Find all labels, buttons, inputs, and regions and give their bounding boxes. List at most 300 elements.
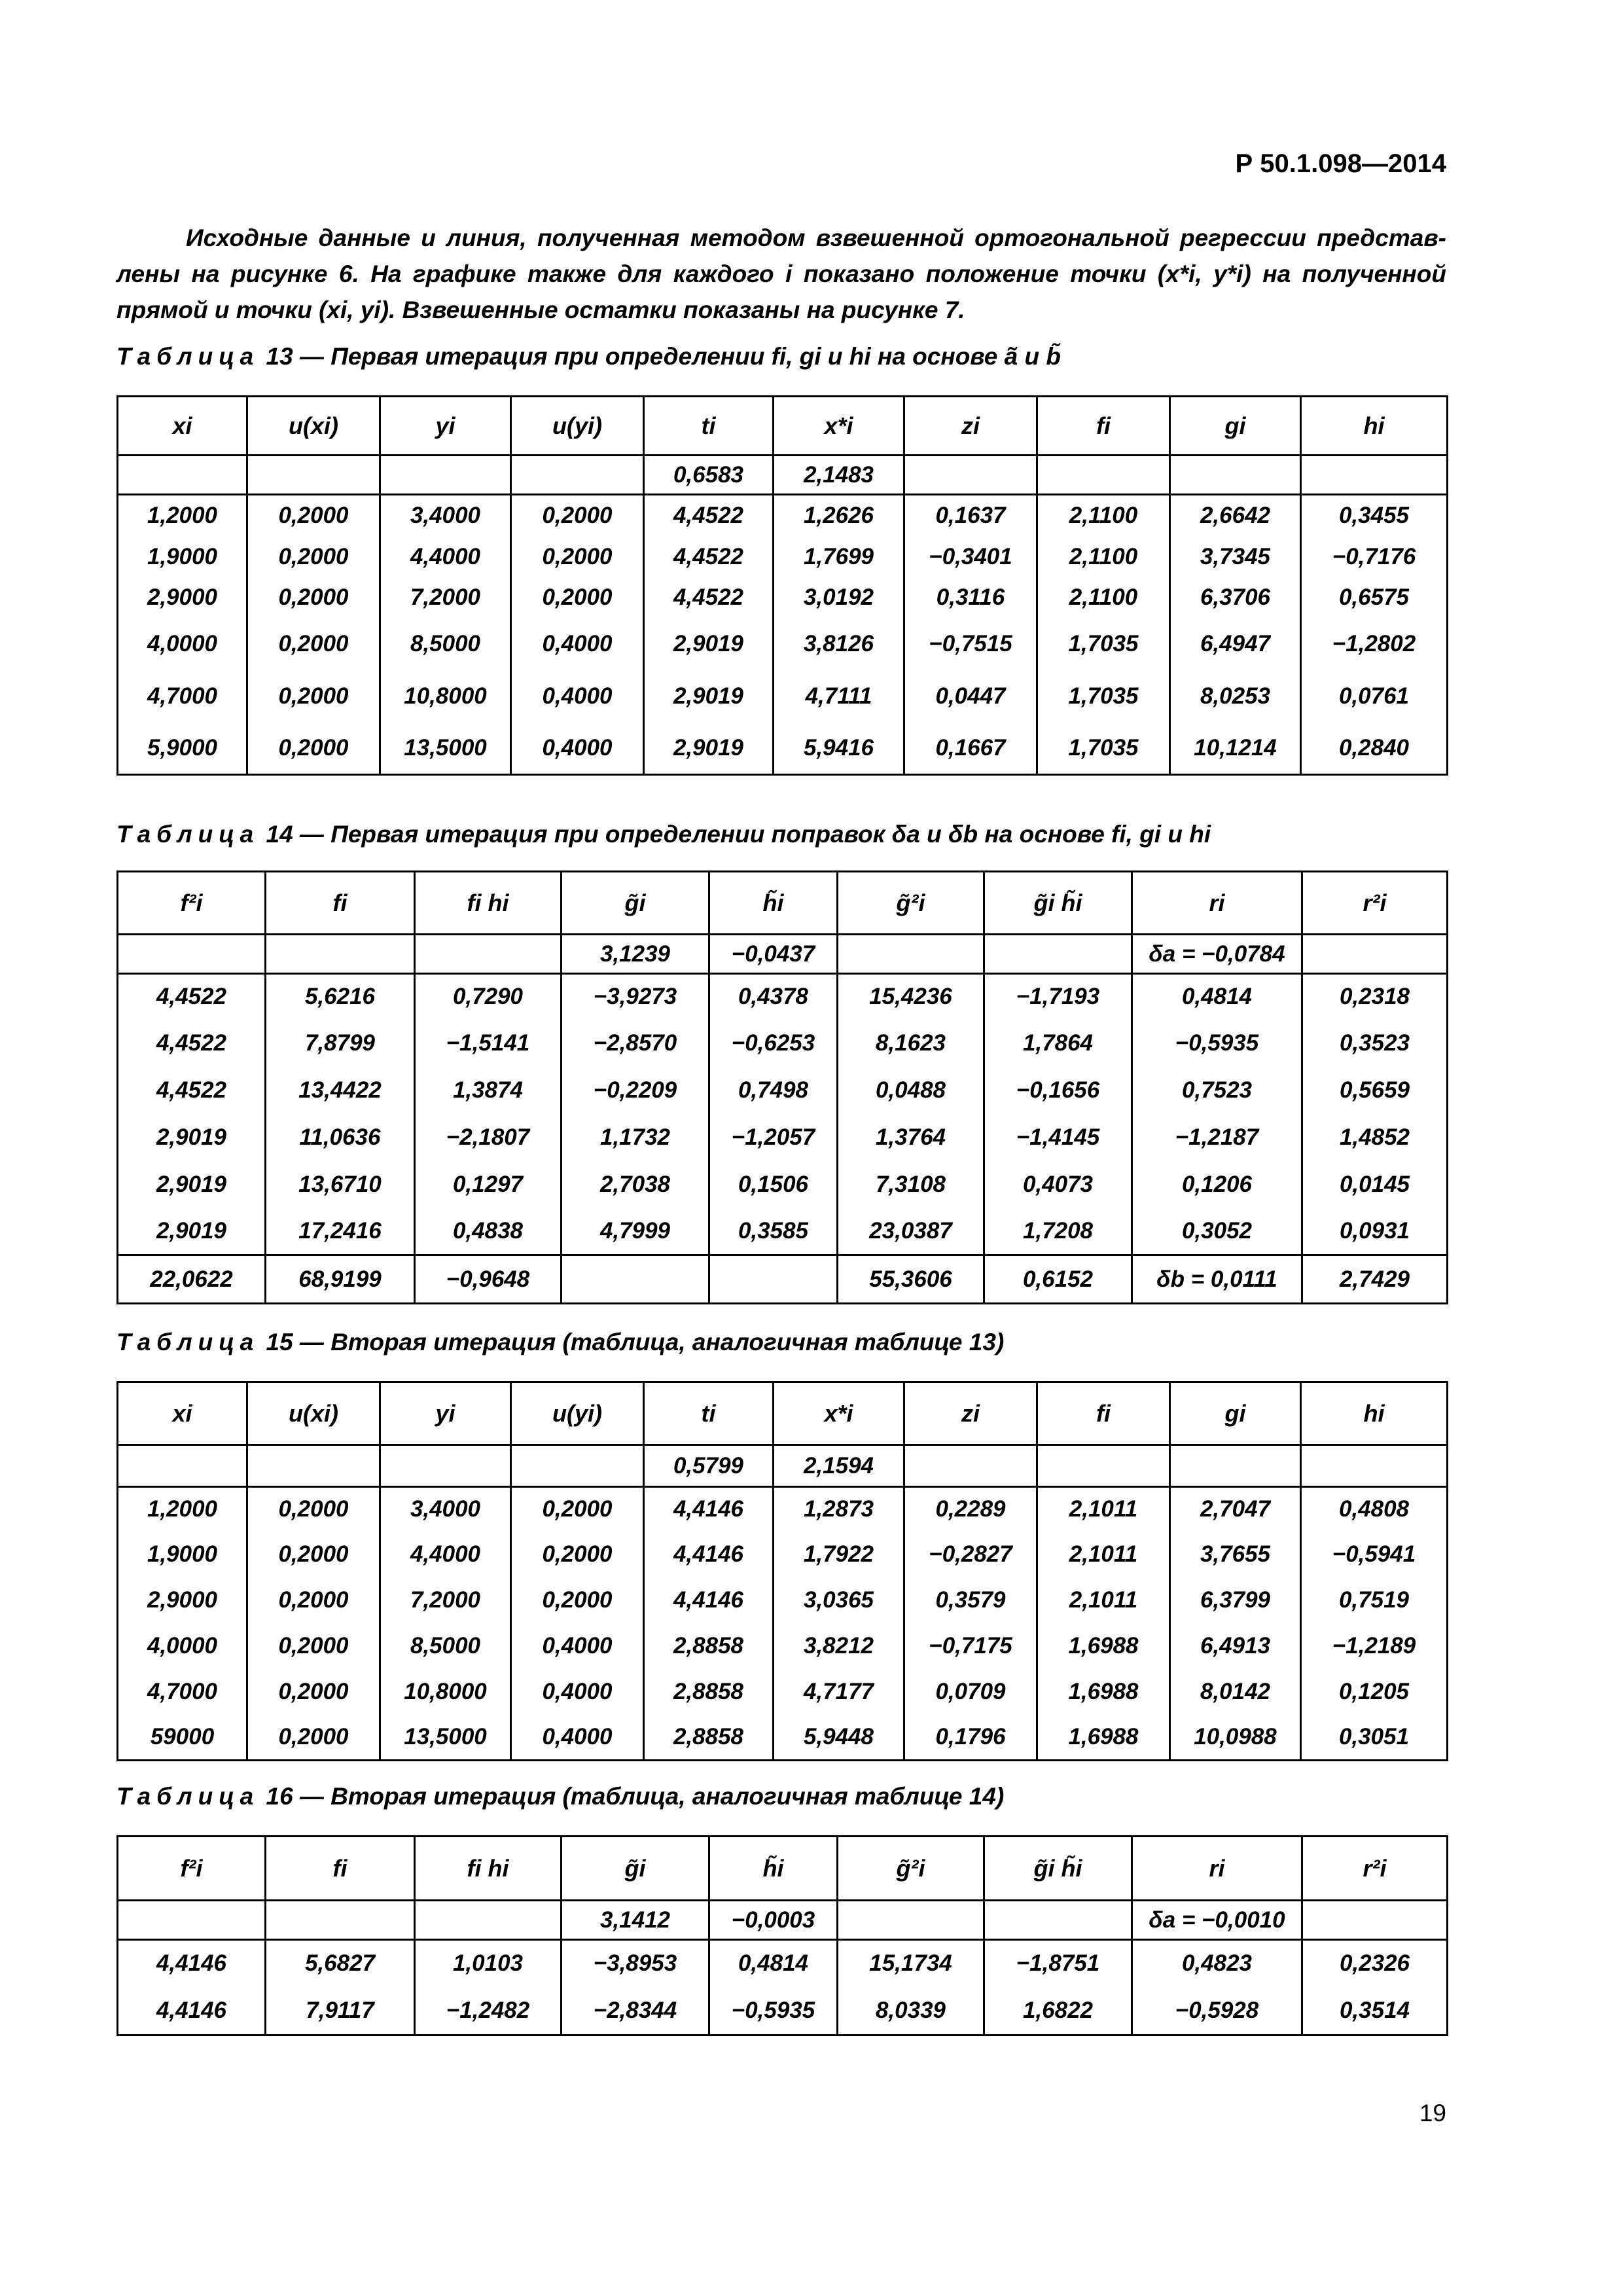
table-16 (116, 1835, 1448, 2036)
column-header: gi (1170, 397, 1301, 456)
column-header: g̃i h̃i (984, 872, 1132, 935)
table-cell: 0,3455 (1301, 495, 1448, 537)
table-cell: 0,0761 (1301, 670, 1448, 723)
table-cell: 3,1239 (562, 935, 709, 974)
table-total-cell (709, 1255, 838, 1304)
column-header: fi hi (415, 872, 562, 935)
table-cell (1037, 456, 1170, 495)
table-cell (838, 935, 984, 974)
table-cell: 2,9000 (118, 1577, 247, 1623)
column-header: zi (904, 397, 1037, 456)
table-cell: −0,0003 (709, 1901, 838, 1940)
table-cell: 7,2000 (380, 577, 511, 618)
table-cell: 4,4000 (380, 537, 511, 577)
table-cell: 1,2626 (774, 495, 904, 537)
table-cell (904, 1445, 1037, 1487)
table-cell: 0,3116 (904, 577, 1037, 618)
table-label: Таблица (116, 343, 260, 370)
column-header: u(xi) (247, 397, 380, 456)
table-cell: 0,2000 (511, 1487, 644, 1532)
table-cell (1170, 1445, 1301, 1487)
table-cell: 0,4073 (984, 1161, 1132, 1208)
table-caption-text: 13 — Первая итерация при определении fi, gi и hi на основе ã и b̃ (266, 343, 1061, 370)
table-cell: 0,2000 (247, 1715, 380, 1761)
table-cell: 0,4378 (709, 974, 838, 1020)
table-cell: 5,9000 (118, 723, 247, 775)
table-label: Таблица (116, 1329, 260, 1355)
table-cell: 2,1100 (1037, 577, 1170, 618)
table-cell: 8,5000 (380, 618, 511, 670)
table-cell: 17,2416 (266, 1208, 415, 1255)
table-cell: 0,2000 (511, 1532, 644, 1577)
table-cell (266, 1901, 415, 1940)
table-row (118, 974, 1448, 1020)
intro-paragraph (116, 220, 1446, 328)
table-cell: 4,4522 (644, 577, 774, 618)
column-header: r²i (1302, 1837, 1448, 1901)
table-cell: 0,1637 (904, 495, 1037, 537)
column-header: x*i (774, 397, 904, 456)
table-cell: δa = −0,0010 (1132, 1901, 1302, 1940)
table-cell: 0,2000 (247, 670, 380, 723)
table-cell: 3,8126 (774, 618, 904, 670)
column-header: g̃i (562, 872, 709, 935)
table-total-cell: 2,7429 (1302, 1255, 1448, 1304)
table-cell: −3,9273 (562, 974, 709, 1020)
table-cell: −1,8751 (984, 1940, 1132, 1987)
table-cell (118, 456, 247, 495)
table-cell: −0,5935 (1132, 1020, 1302, 1067)
table-cell: 0,4808 (1301, 1487, 1448, 1532)
table-cell: 8,0253 (1170, 670, 1301, 723)
table-cell: 1,7208 (984, 1208, 1132, 1255)
table-cell: −2,1807 (415, 1114, 562, 1161)
column-header: g̃i h̃i (984, 1837, 1132, 1901)
table-cell: 3,4000 (380, 495, 511, 537)
table-cell: 0,3585 (709, 1208, 838, 1255)
table-cell: 0,0488 (838, 1067, 984, 1114)
column-header: g̃²i (838, 1837, 984, 1901)
table-cell: 2,1100 (1037, 495, 1170, 537)
table-total-cell: −0,9648 (415, 1255, 562, 1304)
column-header: fi hi (415, 1837, 562, 1901)
table-cell: 0,3051 (1301, 1715, 1448, 1761)
table-total-cell: 0,6152 (984, 1255, 1132, 1304)
column-header: f²i (118, 872, 266, 935)
table-cell: 0,4000 (511, 1623, 644, 1669)
table-cell: 1,3764 (838, 1114, 984, 1161)
column-header: ti (644, 397, 774, 456)
table-cell (1301, 456, 1448, 495)
column-header: yi (380, 1382, 511, 1445)
table-cell: 0,4000 (511, 1715, 644, 1761)
table-cell (415, 1901, 562, 1940)
table-cell: 5,9416 (774, 723, 904, 775)
table-cell: 15,4236 (838, 974, 984, 1020)
table-cell: 10,0988 (1170, 1715, 1301, 1761)
table-row (118, 1669, 1448, 1715)
table-cell: −0,6253 (709, 1020, 838, 1067)
table-cell: 6,4913 (1170, 1623, 1301, 1669)
table-14 (116, 870, 1448, 1304)
table-cell: 0,2000 (247, 577, 380, 618)
table-cell: 0,6575 (1301, 577, 1448, 618)
table-row (118, 618, 1448, 670)
table-cell: 4,4146 (644, 1487, 774, 1532)
table-cell: 0,4823 (1132, 1940, 1302, 1987)
column-header: ri (1132, 872, 1302, 935)
table-cell: 4,7000 (118, 1669, 247, 1715)
table-cell (838, 1901, 984, 1940)
table-cell: 2,9019 (644, 670, 774, 723)
table-cell: 1,7035 (1037, 670, 1170, 723)
table-cell: −0,1656 (984, 1067, 1132, 1114)
document-code: Р 50.1.098—2014 (1235, 149, 1446, 178)
table-row (118, 670, 1448, 723)
table-cell: 0,7498 (709, 1067, 838, 1114)
column-header: xi (118, 1382, 247, 1445)
table-cell: 0,2326 (1302, 1940, 1448, 1987)
table-cell: 1,2000 (118, 495, 247, 537)
table-cell: 2,8858 (644, 1623, 774, 1669)
table-cell: 1,7864 (984, 1020, 1132, 1067)
table-cell: 2,9019 (118, 1114, 266, 1161)
table-cell: 8,0142 (1170, 1669, 1301, 1715)
table-cell (1302, 935, 1448, 974)
table-cell: 7,9117 (266, 1987, 415, 2036)
table-cell: 1,0103 (415, 1940, 562, 1987)
column-header: u(yi) (511, 1382, 644, 1445)
table-15-caption (116, 1329, 1452, 1356)
table-cell: 7,3108 (838, 1161, 984, 1208)
table-cell: 10,1214 (1170, 723, 1301, 775)
table-cell: 3,7655 (1170, 1532, 1301, 1577)
table-cell: 4,4146 (644, 1577, 774, 1623)
table-cell: 0,2000 (247, 1532, 380, 1577)
intro-line-3: прямой и точки (xi, yi). Взвешенные остатки показаны на рисунке 7. (116, 296, 965, 323)
table-cell: 2,7038 (562, 1161, 709, 1208)
table-row (118, 1067, 1448, 1114)
table-row (118, 1901, 1448, 1940)
table-cell: 2,9000 (118, 577, 247, 618)
table-cell: 5,6827 (266, 1940, 415, 1987)
table-label: Таблица (116, 1783, 260, 1810)
table-cell: 0,2318 (1302, 974, 1448, 1020)
column-header: u(xi) (247, 1382, 380, 1445)
table-cell: 2,9019 (118, 1208, 266, 1255)
table-cell: 8,0339 (838, 1987, 984, 2036)
table-cell: 4,4146 (118, 1987, 266, 2036)
intro-line-2: лены на рисунке 6. На графике также для каждого i показано положение точки (x*i, y*i) на полученной (116, 260, 1446, 287)
table-cell: 2,9019 (644, 618, 774, 670)
table-cell: 13,4422 (266, 1067, 415, 1114)
table-cell: 0,3579 (904, 1577, 1037, 1623)
table-cell: 0,2000 (247, 618, 380, 670)
column-header: fi (266, 872, 415, 935)
table-total-cell: 22,0622 (118, 1255, 266, 1304)
table-cell: −1,4145 (984, 1114, 1132, 1161)
table-cell: 2,1011 (1037, 1532, 1170, 1577)
table-cell: −0,0437 (709, 935, 838, 974)
table-cell: 4,0000 (118, 618, 247, 670)
table-cell: −0,7515 (904, 618, 1037, 670)
table-cell: 4,4522 (644, 537, 774, 577)
table-cell: 7,8799 (266, 1020, 415, 1067)
table-cell: −0,3401 (904, 537, 1037, 577)
table-cell: 3,8212 (774, 1623, 904, 1669)
column-header: h̃i (709, 1837, 838, 1901)
table-cell: 4,4522 (118, 1067, 266, 1114)
table-cell: 2,8858 (644, 1715, 774, 1761)
table-cell (1170, 456, 1301, 495)
table-cell: 5,6216 (266, 974, 415, 1020)
table-cell: 0,4814 (709, 1940, 838, 1987)
table-cell: 3,0365 (774, 1577, 904, 1623)
column-header: f²i (118, 1837, 266, 1901)
table-cell: 0,2000 (247, 1669, 380, 1715)
table-label: Таблица (116, 821, 260, 848)
table-row (118, 1987, 1448, 2036)
table-cell: 0,2000 (247, 1623, 380, 1669)
table-caption-text: 15 — Вторая итерация (таблица, аналогичная таблице 13) (266, 1329, 1005, 1355)
table-row (118, 1940, 1448, 1987)
column-header: ri (1132, 1837, 1302, 1901)
table-cell: 0,5659 (1302, 1067, 1448, 1114)
table-cell: 1,2000 (118, 1487, 247, 1532)
table-cell: 8,1623 (838, 1020, 984, 1067)
table-cell: 0,4000 (511, 618, 644, 670)
table-cell: 1,6822 (984, 1987, 1132, 2036)
table-cell (984, 1901, 1132, 1940)
table-cell: 1,7035 (1037, 723, 1170, 775)
table-cell: 1,9000 (118, 537, 247, 577)
table-cell: 1,7035 (1037, 618, 1170, 670)
table-cell: 5,9448 (774, 1715, 904, 1761)
table-row (118, 1114, 1448, 1161)
table-caption-text: 14 — Первая итерация при определении поправок δa и δb на основе fi, gi и hi (266, 821, 1211, 848)
table-cell: 4,4146 (118, 1940, 266, 1987)
table-cell: 4,7177 (774, 1669, 904, 1715)
table-cell: 0,2000 (511, 537, 644, 577)
table-cell (247, 456, 380, 495)
table-cell: −2,8344 (562, 1987, 709, 2036)
table-cell: 23,0387 (838, 1208, 984, 1255)
table-cell: −1,2187 (1132, 1114, 1302, 1161)
table-header-row (118, 397, 1448, 456)
table-cell: 4,4000 (380, 1532, 511, 1577)
table-cell (380, 456, 511, 495)
table-cell: 0,2289 (904, 1487, 1037, 1532)
table-header-row (118, 872, 1448, 935)
table-cell: 2,1594 (774, 1445, 904, 1487)
table-cell: 4,7111 (774, 670, 904, 723)
table-cell (266, 935, 415, 974)
table-cell: 13,5000 (380, 1715, 511, 1761)
table-cell: 1,9000 (118, 1532, 247, 1577)
table-row (118, 577, 1448, 618)
table-cell: −1,2482 (415, 1987, 562, 2036)
column-header: g̃i (562, 1837, 709, 1901)
intro-line-1: Исходные данные и линия, полученная методом взвешенной ортогональной регрессии представ- (186, 224, 1446, 251)
table-cell: −0,7176 (1301, 537, 1448, 577)
table-cell: 1,6988 (1037, 1623, 1170, 1669)
table-cell: 2,7047 (1170, 1487, 1301, 1532)
table-cell: 0,0931 (1302, 1208, 1448, 1255)
table-cell: 0,2840 (1301, 723, 1448, 775)
table-row (118, 1445, 1448, 1487)
column-header: zi (904, 1382, 1037, 1445)
table-cell (1037, 1445, 1170, 1487)
table-total-cell (562, 1255, 709, 1304)
table-14-caption (116, 821, 1452, 848)
table-cell: −0,2209 (562, 1067, 709, 1114)
table-row (118, 1161, 1448, 1208)
table-cell: 4,7000 (118, 670, 247, 723)
table-cell: 6,4947 (1170, 618, 1301, 670)
table-cell: 0,2000 (247, 537, 380, 577)
table-row (118, 1623, 1448, 1669)
column-header: fi (1037, 397, 1170, 456)
column-header: yi (380, 397, 511, 456)
table-cell: 8,5000 (380, 1623, 511, 1669)
table-cell: 0,4000 (511, 1669, 644, 1715)
table-cell (247, 1445, 380, 1487)
table-cell: 4,0000 (118, 1623, 247, 1669)
table-cell: 0,1796 (904, 1715, 1037, 1761)
table-cell (904, 456, 1037, 495)
table-cell: 11,0636 (266, 1114, 415, 1161)
table-cell: 6,3706 (1170, 577, 1301, 618)
table-cell (511, 456, 644, 495)
table-cell: 1,2873 (774, 1487, 904, 1532)
table-total-cell: 55,3606 (838, 1255, 984, 1304)
table-cell: 0,1667 (904, 723, 1037, 775)
table-cell: −0,2827 (904, 1532, 1037, 1577)
table-header-row (118, 1382, 1448, 1445)
table-cell: −1,2802 (1301, 618, 1448, 670)
table-cell: 2,1483 (774, 456, 904, 495)
table-cell: −3,8953 (562, 1940, 709, 1987)
table-cell: 2,1100 (1037, 537, 1170, 577)
table-cell: −1,2057 (709, 1114, 838, 1161)
table-caption-text: 16 — Вторая итерация (таблица, аналогичная таблице 14) (266, 1783, 1005, 1810)
table-cell: −2,8570 (562, 1020, 709, 1067)
table-cell: 13,6710 (266, 1161, 415, 1208)
table-cell: 0,2000 (247, 495, 380, 537)
table-cell: δa = −0,0784 (1132, 935, 1302, 974)
table-cell (415, 935, 562, 974)
column-header: u(yi) (511, 397, 644, 456)
table-cell (118, 935, 266, 974)
table-row (118, 1532, 1448, 1577)
column-header: x*i (774, 1382, 904, 1445)
table-cell: 2,9019 (118, 1161, 266, 1208)
page-number: 19 (1419, 2100, 1446, 2126)
table-cell: 1,3874 (415, 1067, 562, 1114)
table-cell: 0,4838 (415, 1208, 562, 1255)
table-cell: 3,4000 (380, 1487, 511, 1532)
table-cell: 1,6988 (1037, 1715, 1170, 1761)
table-row (118, 495, 1448, 537)
table-cell: 0,7290 (415, 974, 562, 1020)
table-cell: 0,6583 (644, 456, 774, 495)
table-cell (1301, 1445, 1448, 1487)
table-row (118, 456, 1448, 495)
table-16-caption (116, 1783, 1452, 1810)
table-cell: 4,4522 (118, 974, 266, 1020)
table-row (118, 1208, 1448, 1255)
column-header: h̃i (709, 872, 838, 935)
table-cell: 4,7999 (562, 1208, 709, 1255)
table-cell: 0,0447 (904, 670, 1037, 723)
table-row (118, 1020, 1448, 1067)
table-cell: 0,1297 (415, 1161, 562, 1208)
table-cell: −1,5141 (415, 1020, 562, 1067)
table-13 (116, 395, 1448, 776)
table-cell: 0,2000 (247, 1577, 380, 1623)
table-cell: 2,1011 (1037, 1487, 1170, 1532)
table-cell: 4,4522 (644, 495, 774, 537)
table-cell: 0,1506 (709, 1161, 838, 1208)
table-cell (380, 1445, 511, 1487)
table-cell: 0,0709 (904, 1669, 1037, 1715)
table-cell: 2,9019 (644, 723, 774, 775)
table-cell: 1,7699 (774, 537, 904, 577)
table-header-row (118, 1837, 1448, 1901)
table-cell: 0,2000 (247, 723, 380, 775)
table-13-caption (116, 343, 1452, 370)
table-cell: −1,7193 (984, 974, 1132, 1020)
table-cell: −0,7175 (904, 1623, 1037, 1669)
table-cell: 2,8858 (644, 1669, 774, 1715)
table-cell: 0,5799 (644, 1445, 774, 1487)
table-cell: 6,3799 (1170, 1577, 1301, 1623)
table-cell: 2,6642 (1170, 495, 1301, 537)
table-cell: 3,7345 (1170, 537, 1301, 577)
table-cell: 0,4814 (1132, 974, 1302, 1020)
table-cell (118, 1445, 247, 1487)
table-cell: −0,5935 (709, 1987, 838, 2036)
table-cell: 4,4522 (118, 1020, 266, 1067)
table-cell: 3,1412 (562, 1901, 709, 1940)
table-cell: 7,2000 (380, 1577, 511, 1623)
table-cell (984, 935, 1132, 974)
table-cell: 0,4000 (511, 670, 644, 723)
column-header: g̃²i (838, 872, 984, 935)
table-15 (116, 1381, 1448, 1761)
table-cell: 0,0145 (1302, 1161, 1448, 1208)
table-cell: 1,1732 (562, 1114, 709, 1161)
table-cell: 0,4000 (511, 723, 644, 775)
table-cell: 0,2000 (247, 1487, 380, 1532)
column-header: ti (644, 1382, 774, 1445)
table-total-cell: 68,9199 (266, 1255, 415, 1304)
table-cell: 0,2000 (511, 577, 644, 618)
column-header: hi (1301, 1382, 1448, 1445)
table-cell: 0,1205 (1301, 1669, 1448, 1715)
table-row (118, 537, 1448, 577)
table-cell: 1,6988 (1037, 1669, 1170, 1715)
table-cell: 59000 (118, 1715, 247, 1761)
table-cell: 0,3052 (1132, 1208, 1302, 1255)
table-cell: 10,8000 (380, 1669, 511, 1715)
column-header: xi (118, 397, 247, 456)
table-total-cell: δb = 0,0111 (1132, 1255, 1302, 1304)
table-row (118, 723, 1448, 775)
column-header: fi (266, 1837, 415, 1901)
column-header: gi (1170, 1382, 1301, 1445)
column-header: fi (1037, 1382, 1170, 1445)
